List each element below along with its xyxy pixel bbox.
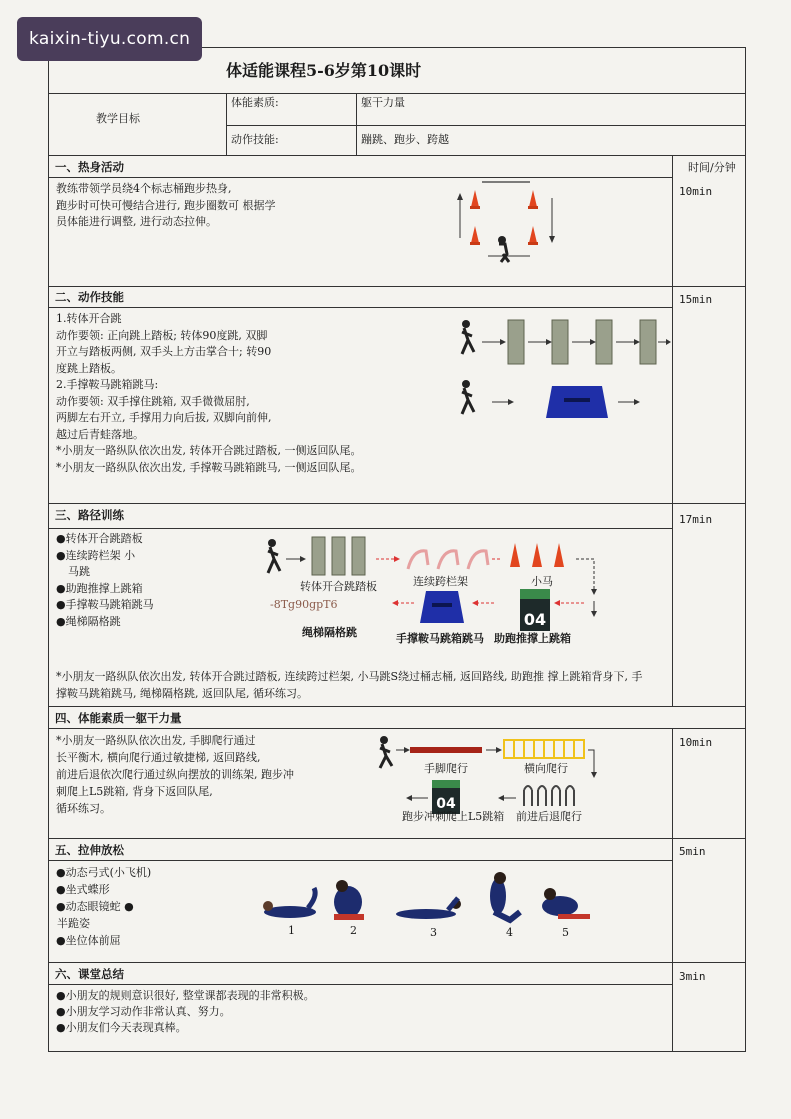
watermark: kaixin-tiyu.com.cn (17, 17, 202, 61)
section-time-warmup: 10min (679, 185, 713, 198)
jump-pad (552, 320, 568, 364)
goals-label: 教学目标 (96, 112, 140, 125)
jump-pad (640, 320, 656, 364)
label-box-climb: 跑步冲刺爬上L5跳箱 (402, 810, 505, 823)
skill-label: 动作技能: (231, 133, 279, 146)
jump-pad (596, 320, 612, 364)
label-forward-back-crawl: 前进后退爬行 (516, 810, 582, 823)
cone (529, 226, 537, 243)
section-heading-skills: 二、动作技能 (55, 290, 124, 304)
fitness-value: 躯干力量 (361, 96, 405, 109)
section-text-summary: ●小朋友的规则意识很好, 整堂课都表现的非常积极。 ●小朋友学习动作非常认真、努力。 ●小朋友们今天表现真棒。 (56, 989, 315, 1034)
svg-text:04: 04 (436, 796, 456, 812)
page-title: 体适能课程5-6岁第10课时 (226, 61, 422, 80)
section-time-stretch: 5min (679, 845, 706, 858)
section-heading-summary: 六、课堂总结 (55, 967, 124, 981)
svg-text:04: 04 (523, 610, 547, 629)
cone (471, 226, 479, 243)
section-heading-stretch: 五、拉伸放松 (55, 843, 124, 857)
skills-diagram (452, 314, 672, 424)
pose-number-5: 5 (562, 926, 569, 939)
section-time-summary: 3min (679, 970, 706, 983)
time-header: 时间/分钟 (688, 161, 736, 174)
label-ladder: 绳梯隔格跳 (302, 626, 357, 639)
label-crawl: 手脚爬行 (424, 762, 468, 775)
fitness-label: 体能素质: (231, 96, 279, 109)
section-heading-core: 四、体能素质一躯干力量 (55, 711, 182, 725)
pose-number-1: 1 (288, 924, 295, 937)
cone (471, 190, 479, 207)
pose-number-2: 2 (350, 924, 357, 937)
pose-number-3: 3 (430, 926, 437, 939)
section-text-core: *小朋友一路纵队依次出发, 手脚爬行通过 长平衡木, 横向爬行通过敏捷梯, 返回路线, 前进后退依次爬行通过纵向摆放的训练架, 跑步冲 刺爬上L5跳箱, 背身下返回队尾, 循环练习。 (56, 734, 294, 815)
skill-value: 蹦跳、跑步、跨越 (361, 133, 449, 146)
section-time-circuit: 17min (679, 513, 713, 526)
section-time-core: 10min (679, 736, 713, 749)
warmup-diagram (452, 178, 572, 266)
label-box-push: 助跑推撑上跳箱 (494, 632, 571, 645)
label-vault: 手撑鞍马跳箱跳马 (396, 632, 484, 645)
section-text-skills: 1.转体开合跳 动作要领: 正向跳上踏板; 转体90度跳, 双脚 开立与踏板两侧, 双手头上方击掌合十; 转90 度跳上踏板。 2.手撑鞍马跳箱跳马: 动作要领: 双手撑住跳箱, 双手微微屈肘, 两脚左右开立, 手撑用力向后拔, 双脚向前伸, 越过后青蛙落地。 *小朋友一路纵队依次出发, 转体开合跳过踏板, 一侧返回队尾。 *小朋友一路纵队依次出发, 手撑鞍马跳箱跳马, 一侧返回队尾。 (56, 312, 362, 474)
section-heading-warmup: 一、热身活动 (55, 160, 124, 174)
section-text-warmup: 教练带领学员绕4个标志桶跑步热身, 跑步时可快可慢结合进行, 跑步圈数可 根据学 员体能进行调整, 进行动态拉伸。 (56, 182, 276, 228)
jump-pad (508, 320, 524, 364)
label-pony-jump: 小马 (531, 575, 553, 588)
balance-beam (410, 747, 482, 753)
section-time-skills: 15min (679, 293, 713, 306)
label-jump-pad: 转体开合跳踏板 (300, 580, 377, 593)
section-heading-circuit: 三、路径训练 (55, 508, 124, 522)
stretch-poses (258, 872, 598, 932)
circuit-note: *小朋友一路纵队依次出发, 转体开合跳过踏板, 连续跨过栏架, 小马跳S绕过桶志桶, 返回路线, 助跑推 撑上跳箱背身下, 手 撑鞍马跳箱跳马, 绳梯隔格跳, 返回队尾, 循环练习。 (56, 670, 643, 700)
section-text-circuit: ●转体开合跳踏板 ●连续跨栏架 小 马跳 ●助跑推撑上跳箱 ●手撑鞍马跳箱跳马 ●绳梯隔格跳 (56, 532, 154, 628)
section-text-stretch: ●动态弓式(小飞机) ●坐式蝶形 ●动态眼镜蛇 ● 半跪姿 ●坐位体前屈 (56, 866, 152, 947)
label-hurdles: 连续跨栏架 (413, 575, 468, 588)
label-code: -8Tg90gpT6 (270, 598, 338, 611)
cone (529, 190, 537, 207)
label-lateral-crawl: 横向爬行 (524, 762, 568, 775)
pose-number-4: 4 (506, 926, 513, 939)
